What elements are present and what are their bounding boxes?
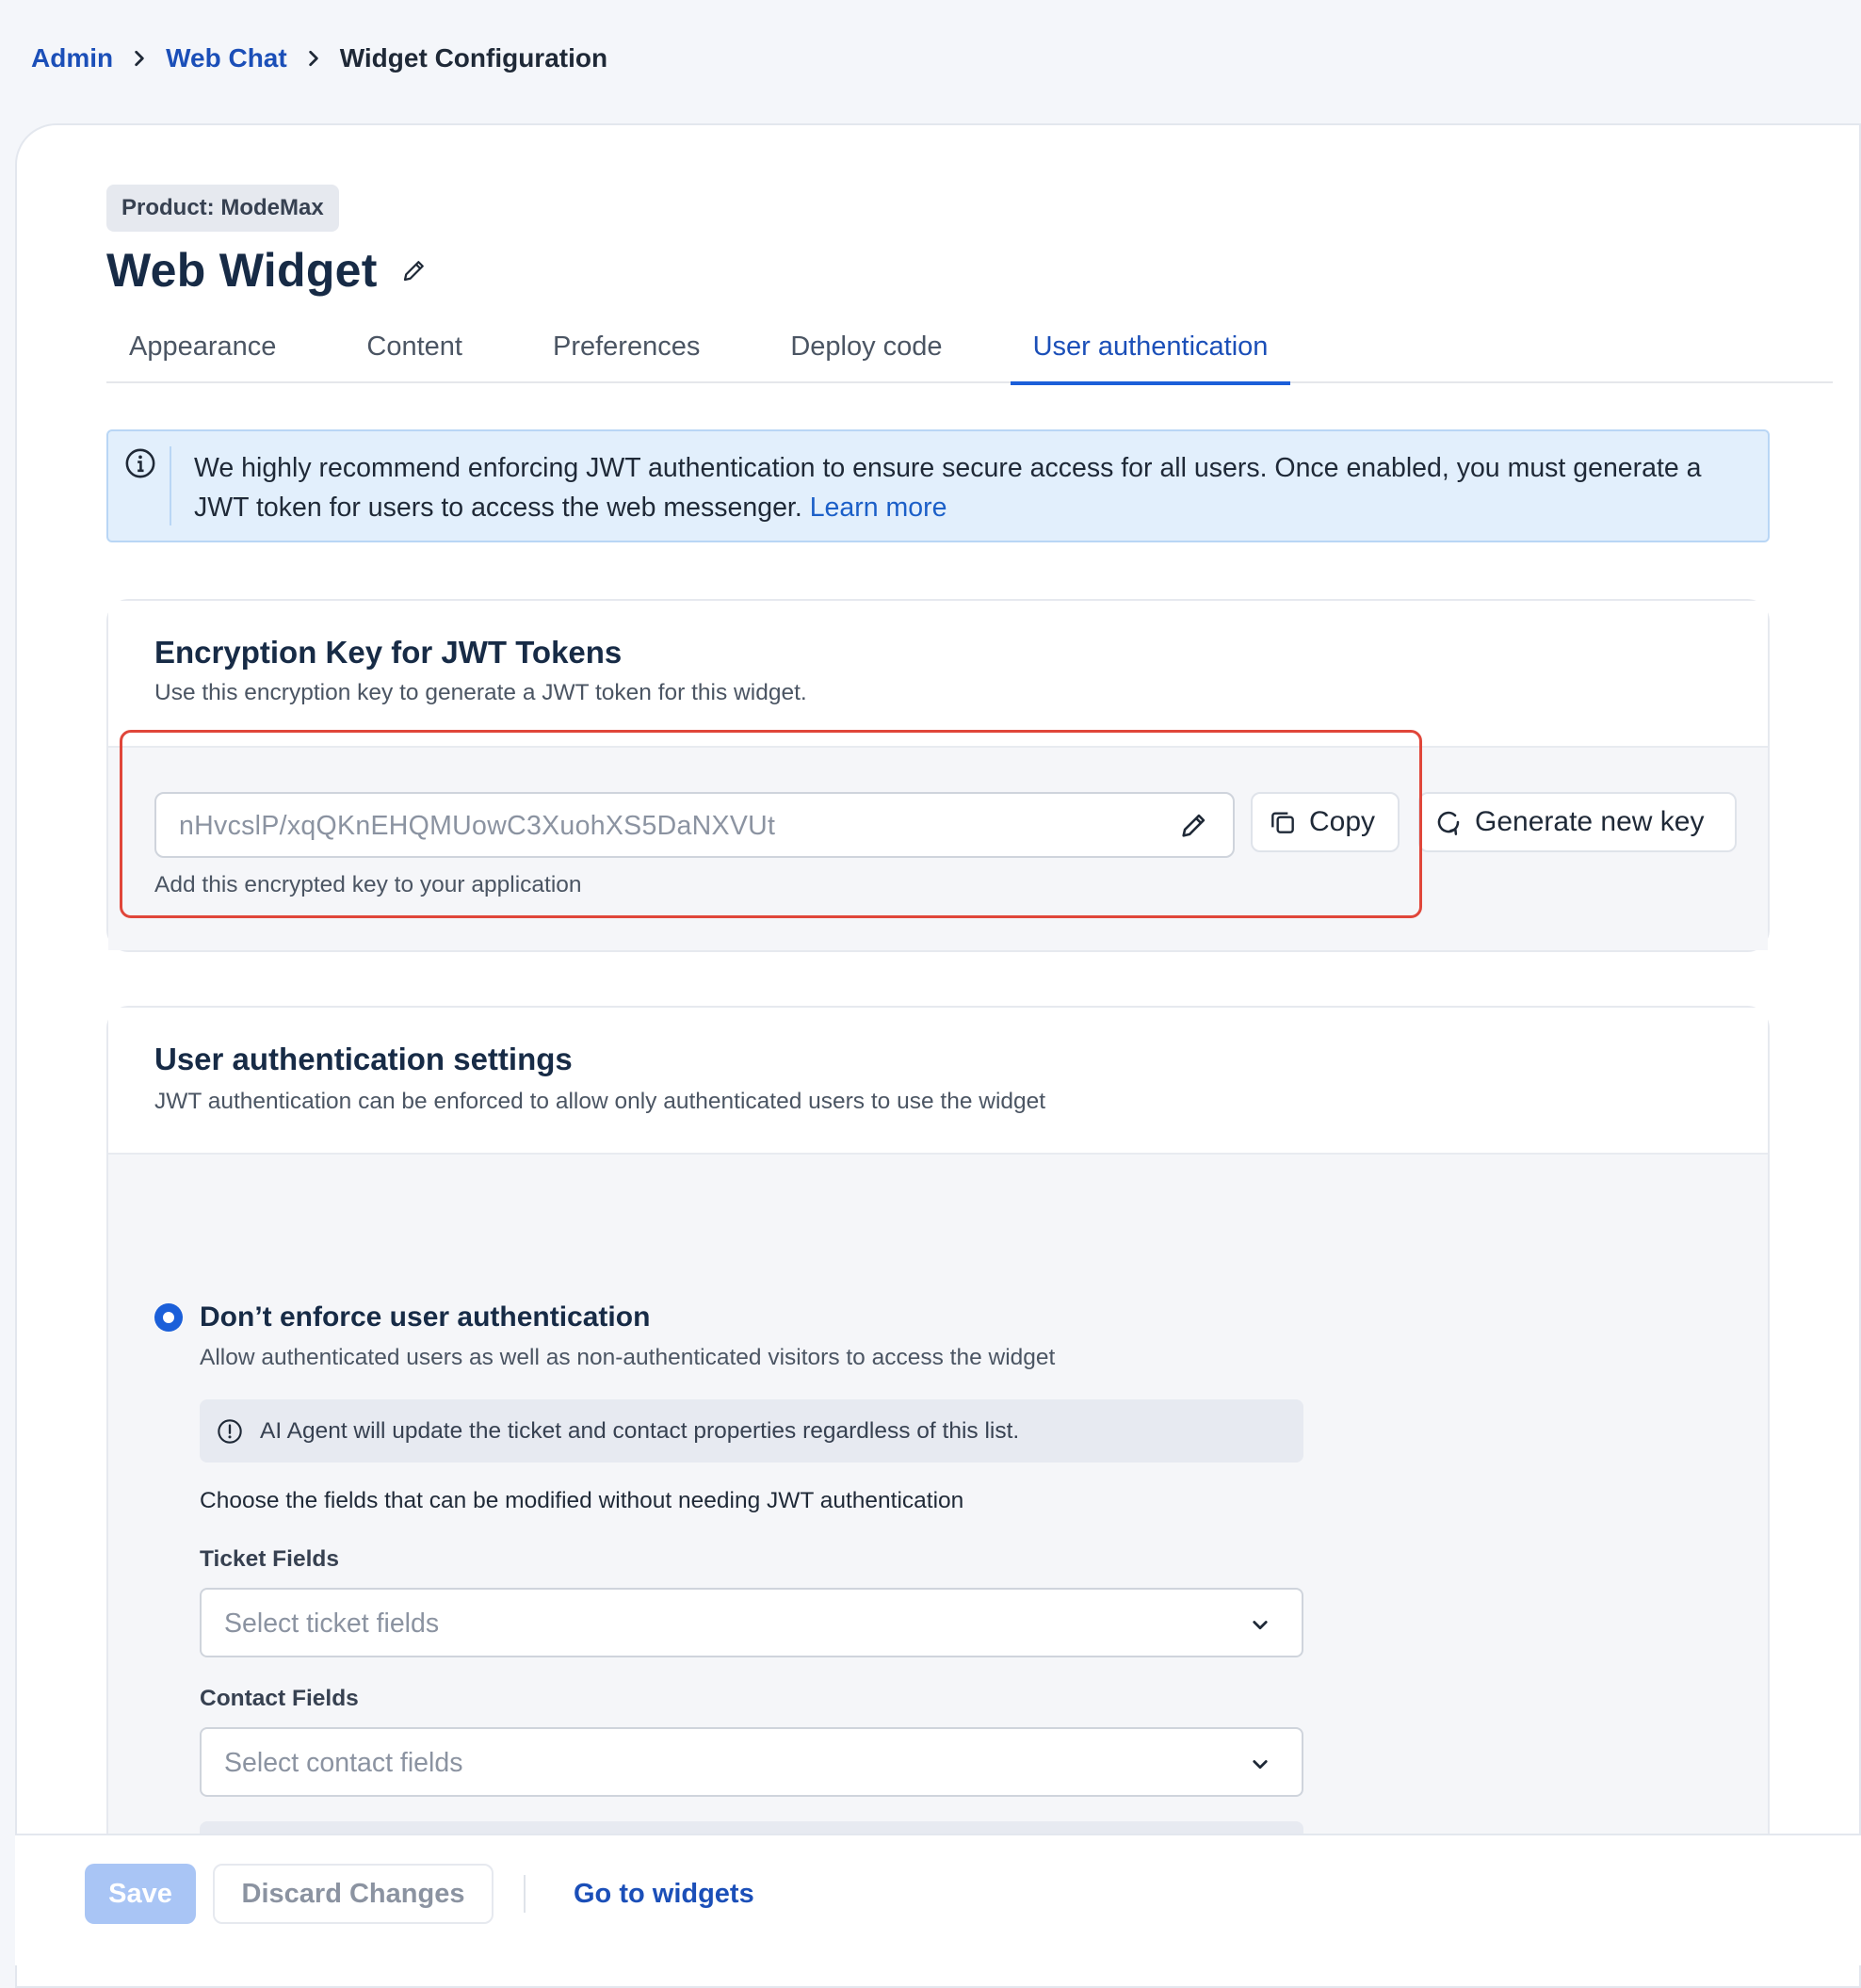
encryption-key-card (106, 599, 1770, 952)
breadcrumb-admin[interactable]: Admin (31, 43, 114, 73)
title-row (106, 243, 429, 298)
info-banner (106, 429, 1770, 542)
tab-preferences[interactable]: Preferences (552, 331, 701, 362)
encryption-key-value: nHvcslP/xqQKnEHQMUowC3XuohXS5DaNXVUt (179, 811, 776, 841)
contact-fields-select[interactable] (200, 1727, 1303, 1797)
generate-new-key-label: Generate new key (1475, 806, 1705, 837)
edit-title-icon[interactable] (400, 256, 429, 284)
generate-new-key-button[interactable] (1418, 792, 1737, 852)
tab-appearance[interactable]: Appearance (129, 331, 277, 362)
chevron-right-icon (113, 50, 166, 67)
tab-content[interactable]: Content (366, 331, 462, 362)
encryption-card-subtitle: Use this encryption key to generate a JWT token for this widget. (154, 680, 807, 705)
breadcrumb-web-chat[interactable]: Web Chat (166, 43, 287, 73)
discard-changes-button[interactable]: Discard Changes (213, 1864, 494, 1924)
info-banner-text (194, 448, 1730, 527)
breadcrumb (31, 43, 607, 73)
ai-agent-note-text: AI Agent will update the ticket and contact properties regardless of this list. (260, 1417, 1020, 1444)
breadcrumb-current: Widget Configuration (339, 43, 608, 73)
ticket-fields-label: Ticket Fields (200, 1546, 339, 1572)
product-badge: Product: ModeMax (106, 185, 339, 232)
alert-circle-icon (217, 1418, 243, 1445)
choose-fields-text: Choose the fields that can be modified without needing JWT authentication (200, 1488, 964, 1513)
encryption-key-field[interactable] (154, 792, 1235, 858)
encryption-card-header (108, 601, 1768, 748)
chevron-down-icon (1251, 1754, 1270, 1773)
key-hint: Add this encrypted key to your application (154, 872, 582, 897)
info-banner-message: We highly recommend enforcing JWT authentication to ensure secure access for all users. Once enabled, you must generate a JWT token for users to access the web messenger. (194, 453, 1702, 523)
contact-fields-placeholder: Select contact fields (224, 1748, 463, 1778)
contact-fields-label: Contact Fields (200, 1686, 359, 1711)
tab-bar (106, 320, 1833, 383)
auth-card-title: User authentication settings (154, 1042, 573, 1076)
dont-enforce-radio[interactable] (154, 1303, 183, 1332)
save-button[interactable]: Save (85, 1864, 196, 1924)
dont-enforce-label[interactable]: Don’t enforce user authentication (200, 1301, 651, 1333)
footer-divider (524, 1875, 526, 1913)
ticket-fields-select[interactable] (200, 1588, 1303, 1657)
user-auth-settings-card (106, 1006, 1770, 1834)
page-title: Web Widget (106, 244, 378, 297)
dont-enforce-description: Allow authenticated users as well as non-authenticated visitors to access the widget (200, 1345, 1056, 1370)
tab-deploy-code[interactable]: Deploy code (790, 331, 943, 362)
learn-more-link[interactable]: Learn more (809, 493, 947, 523)
tab-user-authentication[interactable]: User authentication (1011, 320, 1291, 383)
refresh-icon (1433, 807, 1464, 837)
auth-card-subtitle: JWT authentication can be enforced to allow only authenticated users to use the widget (154, 1089, 1046, 1114)
go-to-widgets-link[interactable]: Go to widgets (574, 1879, 754, 1909)
ai-agent-note (200, 1399, 1303, 1463)
copy-button[interactable] (1251, 792, 1400, 852)
info-icon (124, 447, 156, 479)
copy-label: Copy (1309, 806, 1376, 837)
banner-divider (170, 446, 171, 525)
copy-icon (1268, 807, 1298, 837)
ticket-fields-placeholder: Select ticket fields (224, 1608, 440, 1639)
encryption-card-title: Encryption Key for JWT Tokens (154, 635, 623, 670)
chevron-right-icon (287, 50, 340, 67)
auth-card-header (108, 1008, 1768, 1155)
footer-bar (15, 1834, 1861, 1965)
pencil-icon[interactable] (1178, 809, 1210, 841)
auth-card-body (108, 1155, 1768, 1834)
chevron-down-icon (1251, 1615, 1270, 1634)
